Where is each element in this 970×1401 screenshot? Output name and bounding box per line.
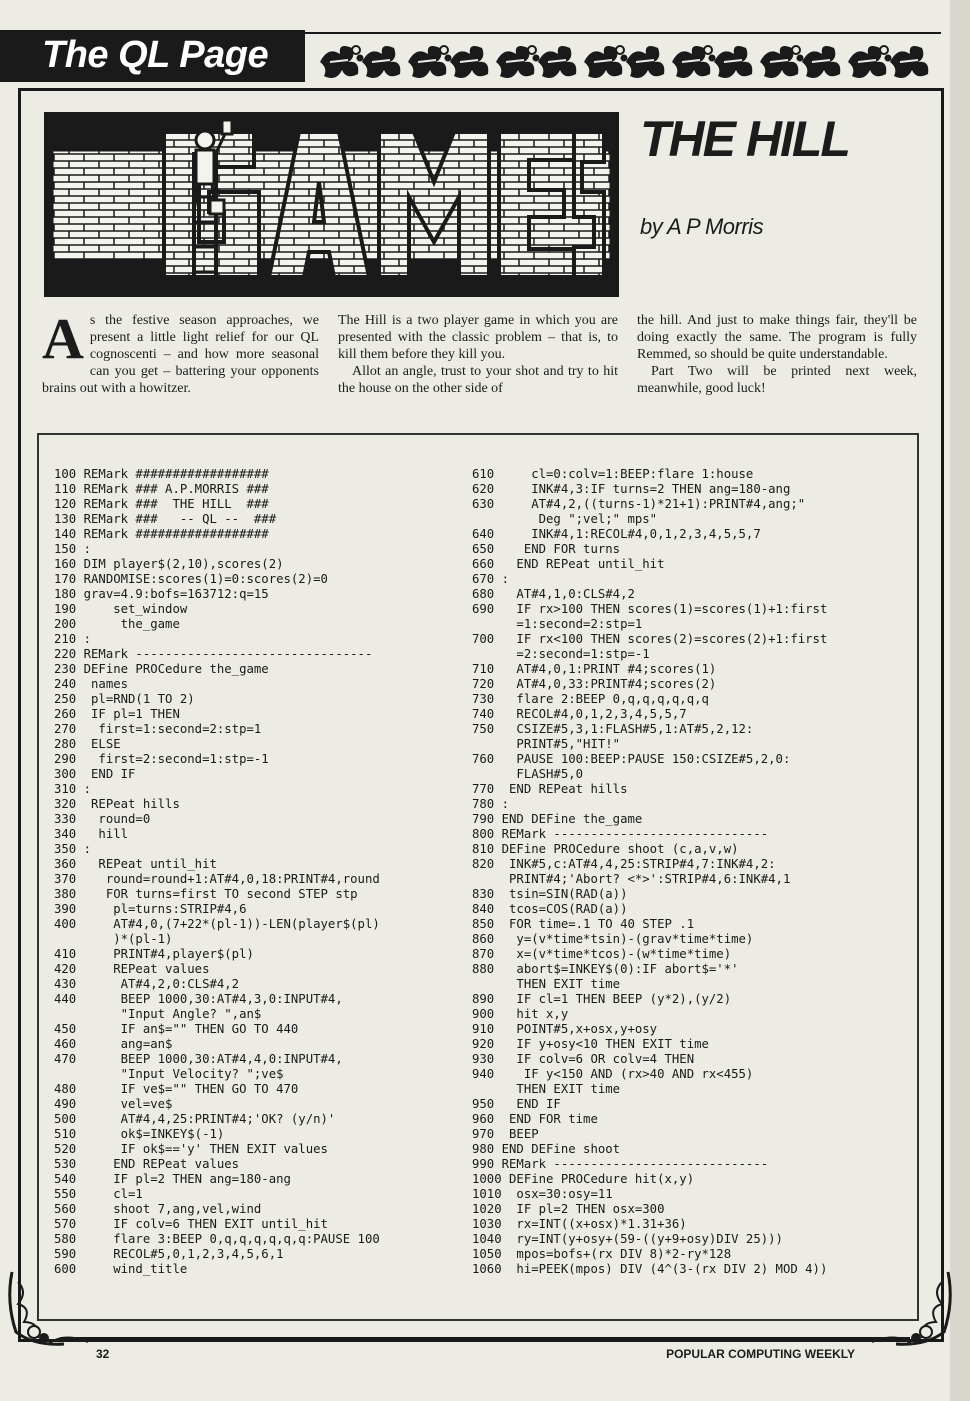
games-logo-illustration <box>44 112 619 297</box>
holly-ornament-row <box>318 40 938 84</box>
magazine-name: POPULAR COMPUTING WEEKLY <box>666 1347 855 1361</box>
program-listing-right: 610 cl=0:colv=1:BEEP:flare 1:house 620 INK#4,3:IF turns=2 THEN ang=180-ang 630 AT#4,2,((turns-1)*21+1):PRINT#4,ang;" Deg ";vel;" mps" 640 INK#4,1:RECOL#4,0,1,2,3,4,5,5,7 650 END FOR turns 660 END REPeat until_hit 670 : 680 AT#4,1,0:CLS#4,2 690 IF rx>100 THEN scores(1)=scores(1)+1:first =1:second=2:stp=1 700 IF rx<100 THEN scores(2)=scores(2)+1:first =2:second=1:stp=-1 710 AT#4,0,1:PRINT #4;scores(1) 720 AT#4,0,33:PRINT#4;scores(2) 730 flare 2:BEEP 0,q,q,q,q,q,q 740 RECOL#4,0,1,2,3,4,5,5,7 750 CSIZE#5,3,1:FLASH#5,1:AT#5,2,12: PRINT#5,"HIT!" 760 PAUSE 100:BEEP:PAUSE 150:CSIZE#5,2,0: FLASH#5,0 770 END REPeat hills 780 : 790 END DEFine the_game 800 REMark ----------------------------- 810 DEFine PROCedure shoot (c,a,v,w) 820 INK#5,c:AT#4,4,25:STRIP#4,7:INK#4,2: PRINT#4;'Abort? <*>':STRIP#4,6:INK#4,1 830 tsin=SIN(RAD(a)) 840 tcos=COS(RAD(a)) 850 FOR time=.1 TO 40 STEP .1 860 y=(v*time*tsin)-(grav*time*time) 870 x=(v*time*tcos)-(w*time*time) 880 abort$=INKEY$(0):IF abort$='*' THEN EXIT time 890 IF cl=1 THEN BEEP (y*2),(y/2) 900 hit x,y 910 POINT#5,x+osx,y+osy 920 IF y+osy<10 THEN EXIT time 930 IF colv=6 OR colv=4 THEN 940 IF y<150 AND (rx>40 AND rx<455) THEN EXIT time 950 END IF 960 END FOR time 970 BEEP 980 END DEFine shoot 990 REMark ----------------------------- 1000 DEFine PROCedure hit(x,y) 1010 osx=30:osy=11 1020 IF pl=2 THEN osx=300 1030 rx=INT((x+osx)*1.31+36) 1040 ry=INT(y+osy+(59-((y+9+osy)DIV 25))) 1050 mpos=bofs+(rx DIV 8)*2-ry*128 1060 hi=PEEK(mpos) DIV (4^(3-(rx DIV 2) MOD 4)) <box>472 467 828 1276</box>
intro-column-3 <box>637 312 917 397</box>
intro-column-2 <box>338 312 618 397</box>
footer-rule <box>60 1337 910 1339</box>
article-byline: by A P Morris <box>640 214 764 239</box>
article-title: THE HILL <box>640 111 849 167</box>
intro-paragraph: s the festive season approaches, we present a little light relief for our QL cognoscenti – and how more seasonal can you get – battering your opponents brains out with a howitzer. <box>42 313 319 396</box>
page-section-title: The QL Page <box>42 34 269 76</box>
intro-paragraph: the hill. And just to make things fair, they'll be doing exactly the same. The program is fully Remmed, so should be quite understandable. <box>637 313 917 362</box>
page-edge <box>950 0 970 1401</box>
intro-paragraph: Allot an angle, trust to your shot and try to hit the house on the other side of <box>338 364 618 396</box>
page-number: 32 <box>96 1347 110 1361</box>
program-listing-left: 100 REMark ################## 110 REMark ### A.P.MORRIS ### 120 REMark ### THE HILL ### 130 REMark ### -- QL -- ### 140 REMark ################## 150 : 160 DIM player$(2,10),scores(2) 170 RANDOMISE:scores(1)=0:scores(2)=0 180 grav=4.9:bofs=163712:q=15 190 set_window 200 the_game 210 : 220 REMark -------------------------------- 230 DEFine PROCedure the_game 240 names 250 pl=RND(1 TO 2) 260 IF pl=1 THEN 270 first=1:second=2:stp=1 280 ELSE 290 first=2:second=1:stp=-1 300 END IF 310 : 320 REPeat hills 330 round=0 340 hill 350 : 360 REPeat until_hit 370 round=round+1:AT#4,0,18:PRINT#4,round 380 FOR turns=first TO second STEP stp 390 pl=turns:STRIP#4,6 400 AT#4,0,(7+22*(pl-1))-LEN(player$(pl) )*(pl-1) 410 PRINT#4,player$(pl) 420 REPeat values 430 AT#4,2,0:CLS#4,2 440 BEEP 1000,30:AT#4,3,0:INPUT#4, "Input Angle? ",an$ 450 IF an$="" THEN GO TO 440 460 ang=an$ 470 BEEP 1000,30:AT#4,4,0:INPUT#4, "Input Velocity? ";ve$ 480 IF ve$="" THEN GO TO 470 490 vel=ve$ 500 AT#4,4,25:PRINT#4;'OK? (y/n)' 510 ok$=INKEY$(-1) 520 IF ok$=='y' THEN EXIT values 530 END REPeat values 540 IF pl=2 THEN ang=180-ang 550 cl=1 560 shoot 7,ang,vel,wind 570 IF colv=6 THEN EXIT until_hit 580 flare 3:BEEP 0,q,q,q,q,q,q:PAUSE 100 590 RECOL#5,0,1,2,3,4,5,6,1 600 wind_title <box>54 467 380 1276</box>
intro-paragraph: The Hill is a two player game in which you are presented with the classic problem – that is, to kill them before they kill you. <box>338 313 618 362</box>
intro-paragraph: Part Two will be printed next week, meanwhile, good luck! <box>637 364 917 396</box>
header-rule <box>305 32 941 34</box>
drop-cap: A <box>42 306 84 371</box>
intro-column-1 <box>42 306 319 397</box>
